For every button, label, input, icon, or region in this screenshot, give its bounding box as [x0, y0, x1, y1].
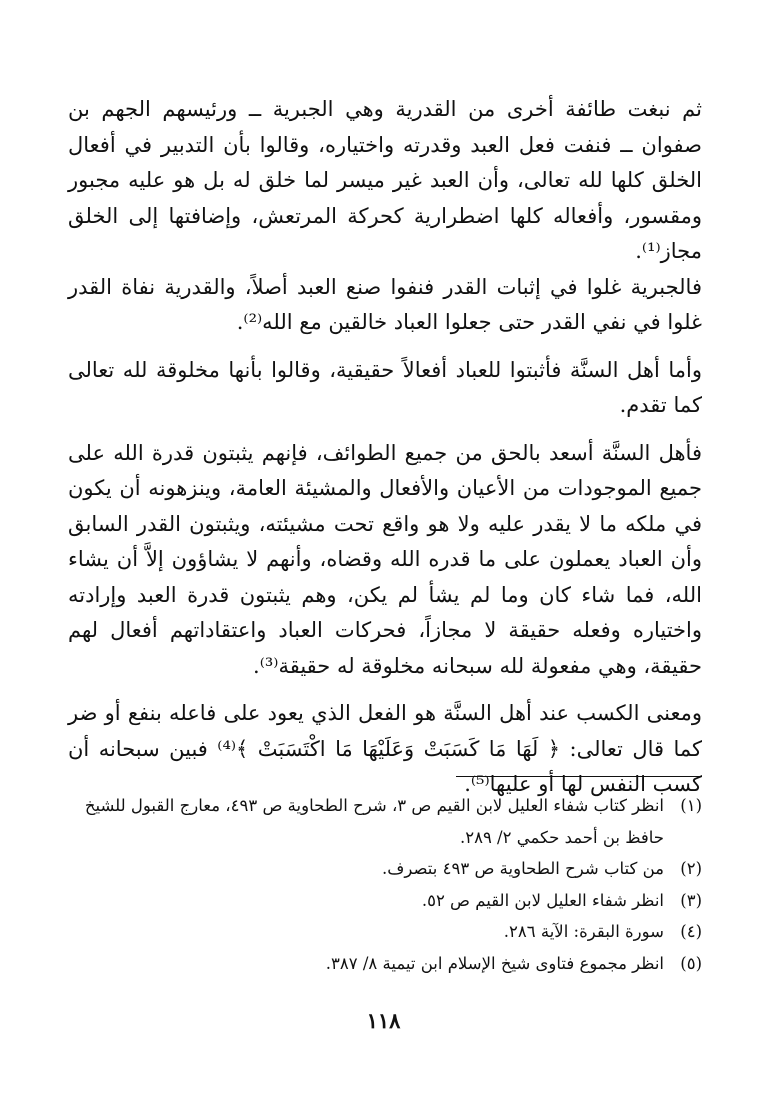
paragraph-jabriyya-qadariyya: فالجبرية غلوا في إثبات القدر فنفوا صنع العبد أصلاً، والقدرية نفاة القدر غلوا في نفي القدر حتى جعلوا العباد خالقين مع الله⁽²⁾. [68, 274, 702, 334]
footnote [70, 885, 702, 917]
footnote [70, 853, 702, 885]
footnote-number: (٤) [680, 922, 702, 941]
paragraph-ahl-sunna-affirm: وأما أهل السنَّة فأثبتوا للعباد أفعالاً حقيقية، وقالوا بأنها مخلوقة لله تعالى كما تقدم. [68, 357, 702, 417]
footnote-text: سورة البقرة: الآية ٢٨٦. [503, 922, 664, 941]
footnote-text: من كتاب شرح الطحاوية ص ٤٩٣ بتصرف. [382, 859, 664, 878]
footnote [70, 790, 702, 853]
footnote-number: (٢) [680, 859, 702, 878]
footnote-text: انظر كتاب شفاء العليل لابن القيم ص ٣، شرح الطحاوية ص ٤٩٣، معارج القبول للشيخ حافظ بن أحمد حكمي ٢/ ٢٨٩. [84, 796, 664, 847]
main-text [68, 92, 702, 803]
paragraph-kasb-meaning: ومعنى الكسب عند أهل السنَّة هو الفعل الذي يعود على فاعله بنفع أو ضر كما قال تعالى: ﴿ لَهَا مَا كَسَبَتْ وَعَلَيْهَا مَا اكْتَسَبَتْ ﴾⁽⁴⁾ فبين سبحانه أن كسب النفس لها أو عليها⁽⁵⁾. [68, 701, 702, 796]
footnote-text: انظر مجموع فتاوى شيخ الإسلام ابن تيمية ٨/ ٣٨٧. [325, 953, 664, 973]
page-number: ١١٨ [366, 1008, 401, 1033]
footnote-text: انظر شفاء العليل لابن القيم ص ٥٢. [421, 890, 664, 910]
footnote-separator [456, 776, 702, 777]
paragraph-ahl-sunna-truth: فأهل السنَّة أسعد بالحق من جميع الطوائف، فإنهم يثبتون قدرة الله على جميع الموجودات من الأعيان والأفعال والمشيئة العامة، وينزهونه أن يكون في ملكه ما لا يقدر عليه ولا هو واقع تحت مشيئته، ويثبتون القدر السابق وأن العباد يعملون على ما قدره الله وقضاه، وأنهم لا يشاؤون إلاَّ أن يشاء الله، فما شاء كان وما لم يشأ لم يكن، وهم يثبتون قدرة العبد وإرادته واختياره وفعله حقيقة لا مجازاً، فحركات العباد واعتقاداتهم أفعال لهم حقيقة، وهي مفعولة لله سبحانه مخلوقة له حقيقة⁽³⁾. [68, 440, 702, 678]
paragraph-jabriyya-intro: ثم نبغت طائفة أخرى من القدرية وهي الجبرية ــ ورئيسهم الجهم بن صفوان ــ فنفت فعل العبد وقدرته واختياره، وقالوا بأن التدبير في أفعال الخلق كلها لله تعالى، وأن العبد غير ميسر لما خلق له بل هو عليه مجبور ومقسور، وأفعاله كلها اضطرارية كحركة المرتعش، وإضافتها إلى الخلق مجاز⁽¹⁾. [68, 97, 702, 263]
footnote-number: (٥) [680, 953, 702, 973]
footnotes [70, 790, 702, 979]
footnote-number: (٣) [680, 890, 702, 910]
footnote [70, 948, 702, 980]
footnote [70, 916, 702, 948]
footnote-number: (١) [680, 796, 702, 815]
